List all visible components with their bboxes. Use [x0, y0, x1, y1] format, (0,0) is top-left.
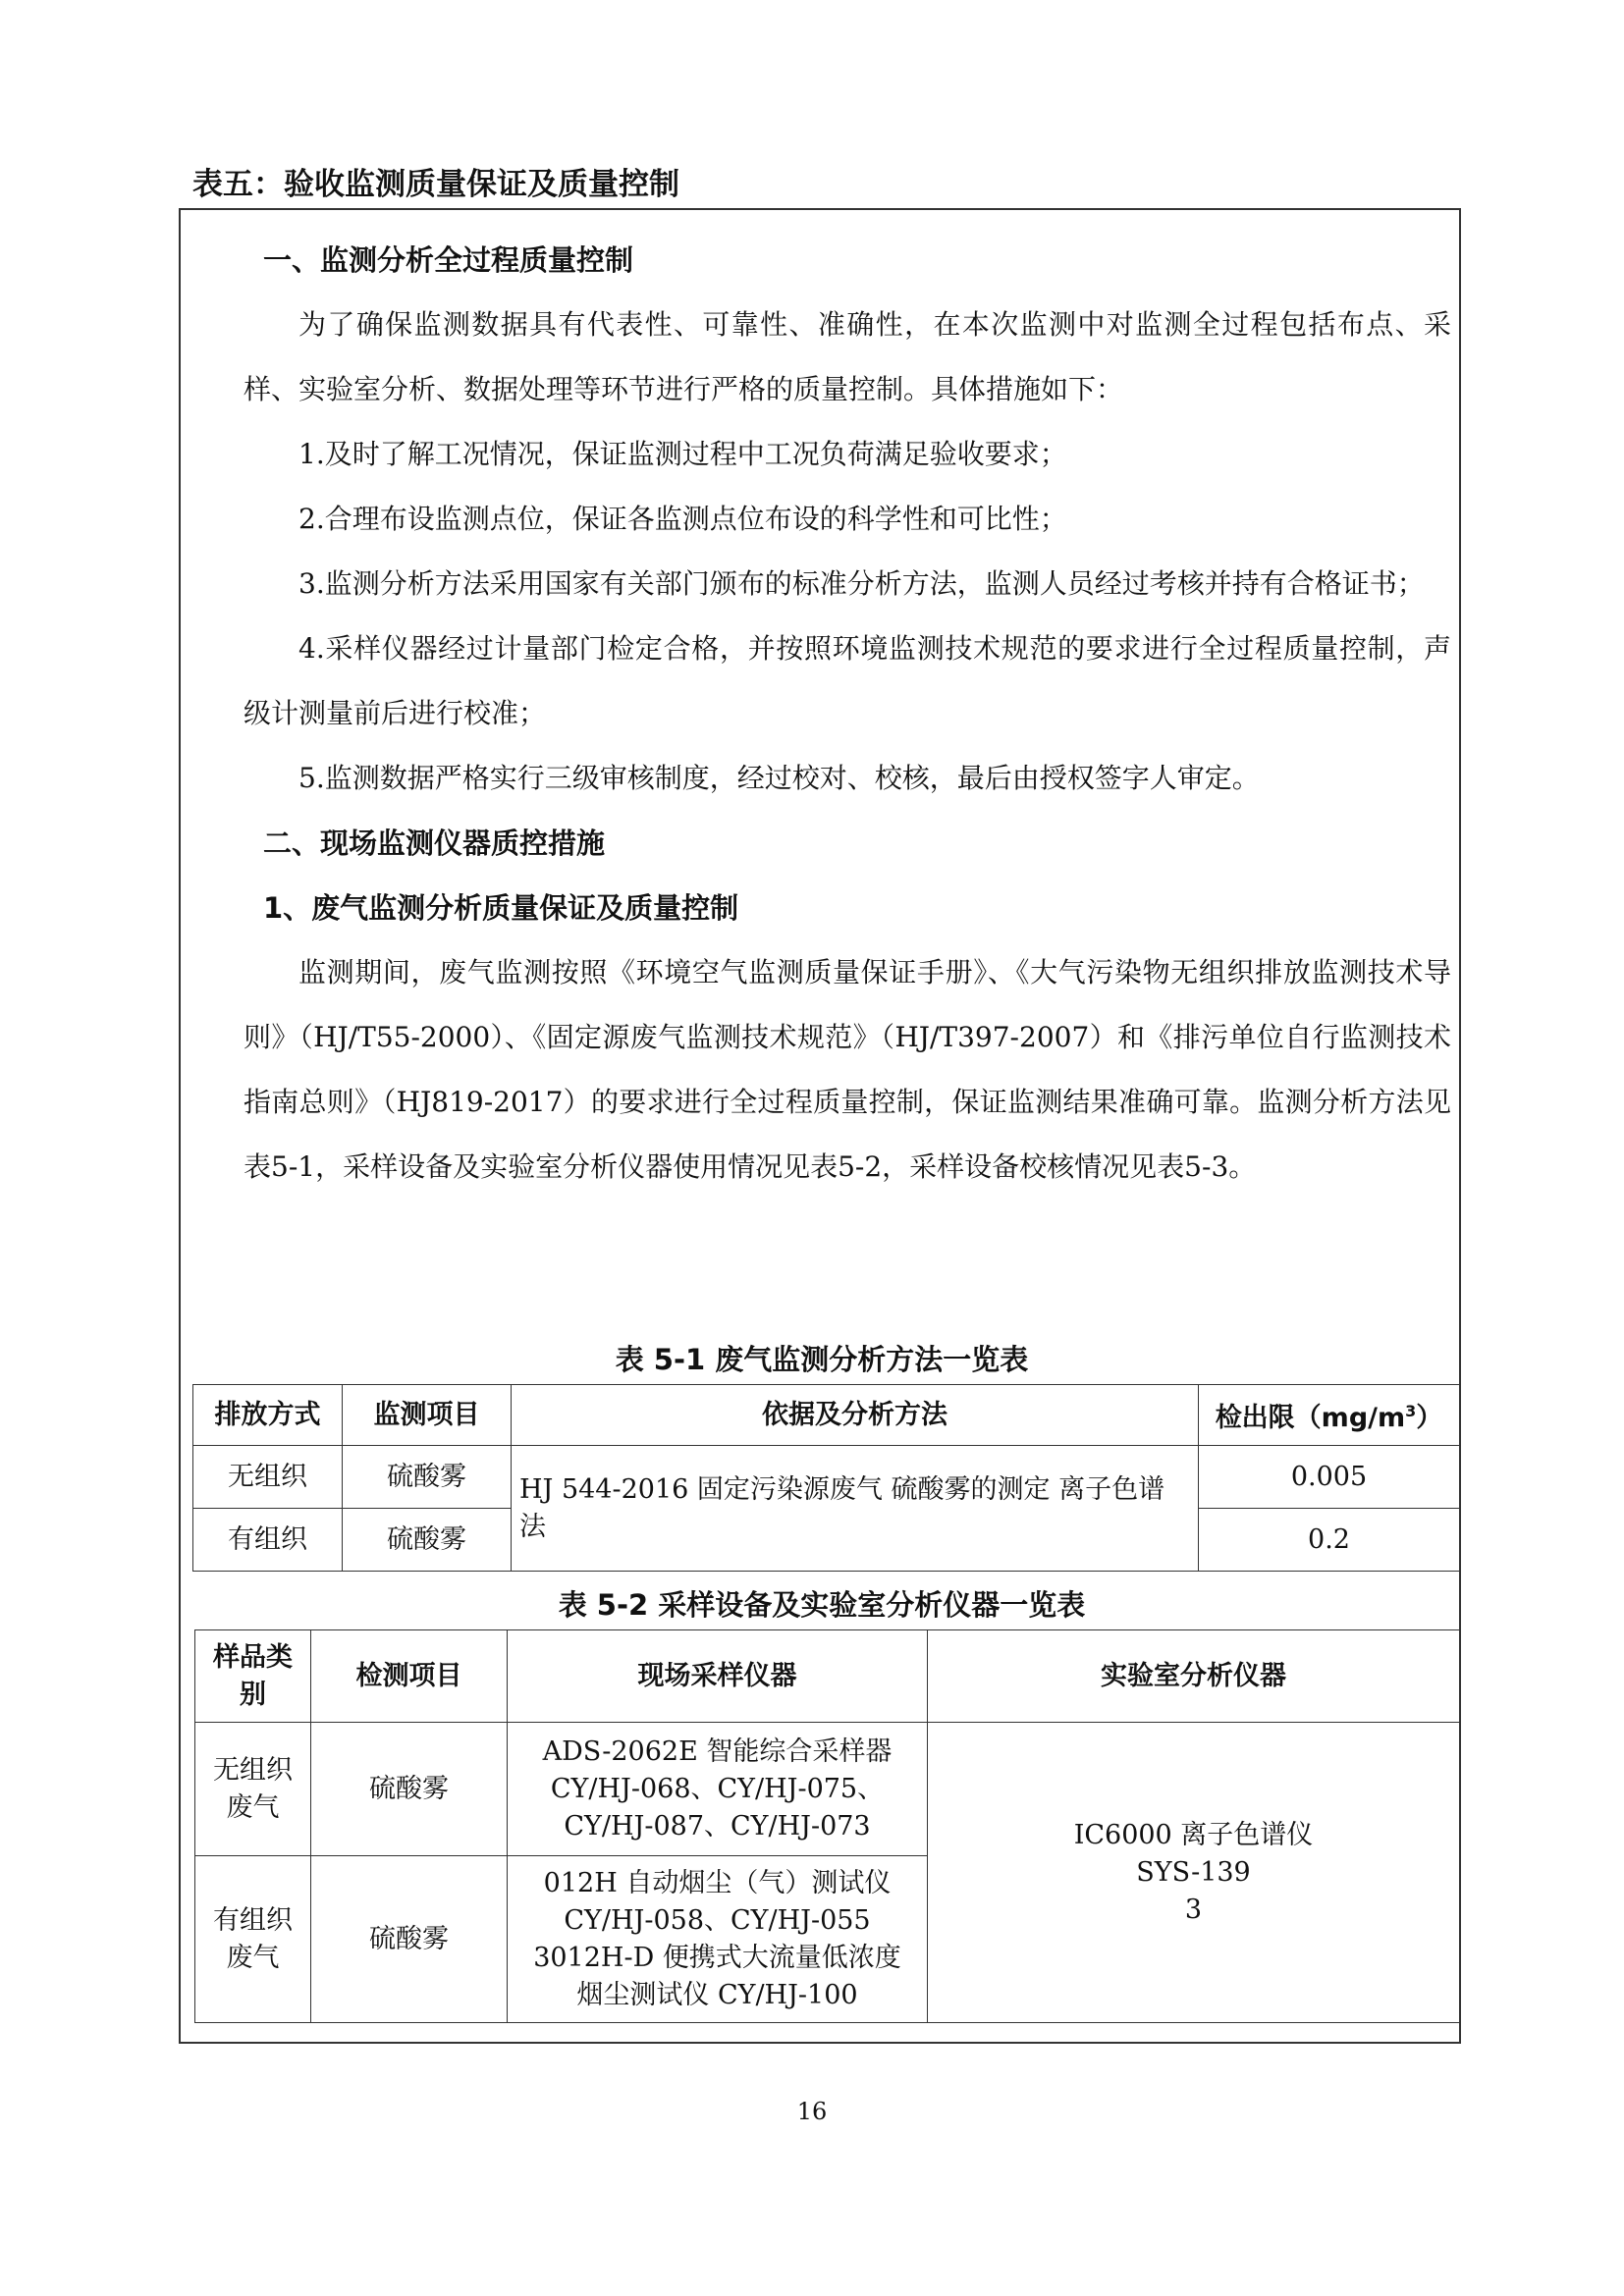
- table1-caption: 表 5-1 废气监测分析方法一览表: [615, 1343, 1029, 1376]
- table1-header-item: 监测项目: [343, 1385, 512, 1446]
- page-title: 表五：验收监测质量保证及质量控制: [192, 167, 679, 202]
- page-number: 16: [796, 2098, 828, 2125]
- section1-item-1: 1.及时了解工况情况，保证监测过程中工况负荷满足验收要求；: [298, 438, 1067, 470]
- table2-lab-instrument: [928, 1723, 1460, 2023]
- table2-header-field: 现场采样仪器: [508, 1630, 928, 1723]
- table2-header-lab: 实验室分析仪器: [928, 1630, 1460, 1723]
- table2-row1-field-line1: ADS-2062E 智能综合采样器: [542, 1735, 893, 1767]
- content-frame: [179, 208, 1461, 2044]
- table2-row1-item: 硫酸雾: [311, 1723, 508, 1856]
- table1-method: HJ 544-2016 固定污染源废气 硫酸雾的测定 离子色谱法: [512, 1446, 1199, 1572]
- table2-lab-line3: 3: [1184, 1894, 1203, 1925]
- table1-row2-limit: 0.2: [1199, 1509, 1460, 1572]
- table2-lab-line2: SYS-139: [1136, 1856, 1251, 1888]
- table2-header-category: 样品类别: [195, 1630, 311, 1723]
- table2-row2-field-line2: CY/HJ-058、CY/HJ-055: [564, 1904, 871, 1936]
- table2-row1-field: [508, 1723, 928, 1856]
- table2-row1-field-line2: CY/HJ-068、CY/HJ-075、: [550, 1773, 885, 1804]
- section1-item-2: 2.合理布设监测点位，保证各监测点位布设的科学性和可比性；: [298, 503, 1067, 535]
- table2: [194, 1629, 1460, 2023]
- table2-row2-field-line3: 3012H-D 便携式大流量低浓度: [533, 1942, 901, 1973]
- table-row: [193, 1446, 1460, 1509]
- table2-caption-wrap: [181, 1582, 1463, 1628]
- section2-paragraph: 监测期间，废气监测按照《环境空气监测质量保证手册》、《大气污染物无组织排放监测技术导则》（HJ/T55-2000）、《固定源废气监测技术规范》（HJ/T397-2007）和《排污单位自行监测技术指南总则》（HJ819-2017）的要求进行全过程质量控制，保证监测结果准确可靠。监测分析方法见表5-1，采样设备及实验室分析仪器使用情况见表5-2，采样设备校核情况见表5-3。: [244, 956, 1451, 1183]
- table2-row2-field-line4: 烟尘测试仪 CY/HJ-100: [576, 1979, 858, 2010]
- section1-intro: 为了确保监测数据具有代表性、可靠性、准确性，在本次监测中对监测全过程包括布点、采样、实验室分析、数据处理等环节进行严格的质量控制。具体措施如下：: [244, 308, 1451, 405]
- table2-header-row: [195, 1630, 1460, 1723]
- table2-row2-category: 有组织废气: [195, 1856, 311, 2023]
- table2-row1-field-line3: CY/HJ-087、CY/HJ-073: [564, 1810, 871, 1842]
- table1-header-limit-exponent: 3: [1405, 1402, 1417, 1420]
- table1-row2-type: 有组织: [193, 1509, 343, 1572]
- table2-row1-category: 无组织废气: [195, 1723, 311, 1856]
- table1: [192, 1384, 1460, 1572]
- table2-row2-field-line1: 012H 自动烟尘（气）测试仪: [543, 1867, 892, 1898]
- table2-header-item: 检测项目: [311, 1630, 508, 1723]
- table1-header-limit-close: ）: [1416, 1403, 1443, 1433]
- table1-header-limit: [1199, 1385, 1460, 1446]
- table-row: [195, 1723, 1460, 1856]
- table1-header-limit-text: 检出限（mg/m: [1215, 1403, 1406, 1433]
- section1-item-4: 4.采样仪器经过计量部门检定合格，并按照环境监测技术规范的要求进行全过程质量控制，声级计测量前后进行校准；: [244, 632, 1451, 729]
- table1-row2-item: 硫酸雾: [343, 1509, 512, 1572]
- table1-header-type: 排放方式: [193, 1385, 343, 1446]
- table1-header-row: [193, 1385, 1460, 1446]
- section2-subheading: 1、废气监测分析质量保证及质量控制: [263, 891, 739, 925]
- table2-row2-item: 硫酸雾: [311, 1856, 508, 2023]
- section1-item-3: 3.监测分析方法采用国家有关部门颁布的标准分析方法，监测人员经过考核并持有合格证书；: [298, 567, 1425, 600]
- table1-row1-type: 无组织: [193, 1446, 343, 1509]
- table2-row2-field: [508, 1856, 928, 2023]
- table1-row1-limit: 0.005: [1199, 1446, 1460, 1509]
- table1-row1-item: 硫酸雾: [343, 1446, 512, 1509]
- section1-heading: 一、监测分析全过程质量控制: [263, 243, 634, 277]
- section2-heading: 二、现场监测仪器质控措施: [263, 827, 606, 860]
- table2-caption: 表 5-2 采样设备及实验室分析仪器一览表: [558, 1588, 1086, 1622]
- section-text: [244, 228, 1451, 1200]
- table1-header-method: 依据及分析方法: [512, 1385, 1199, 1446]
- table1-caption-wrap: [181, 1337, 1463, 1382]
- section1-item-5: 5.监测数据严格实行三级审核制度，经过校对、校核，最后由授权签字人审定。: [298, 762, 1260, 794]
- table2-lab-line1: IC6000 离子色谱仪: [1073, 1819, 1314, 1850]
